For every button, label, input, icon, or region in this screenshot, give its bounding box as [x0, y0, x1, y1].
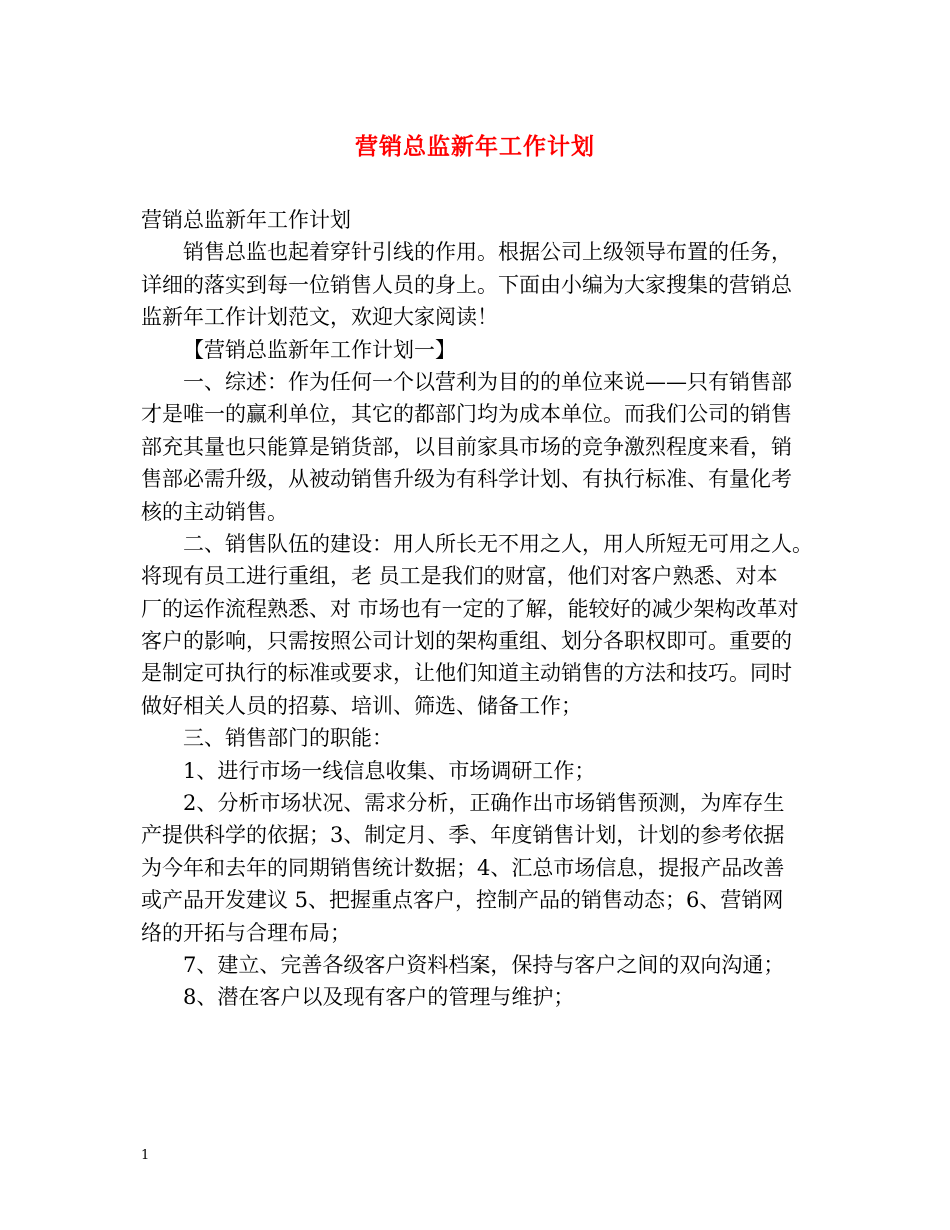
body-line: 做好相关人员的招募、培训、筛选、储备工作； — [141, 693, 582, 718]
page-number: 1 — [141, 1148, 150, 1163]
body-line: 核的主动销售。 — [141, 499, 288, 524]
body-line: 客户的影响，只需按照公司计划的架构重组、划分各职权即可。重要的 — [141, 629, 792, 654]
body-line: 售部必需升级，从被动销售升级为有科学计划、有执行标准、有量化考 — [141, 467, 792, 492]
body-line: 产提供科学的依据；3、制定月、季、年度销售计划，计划的参考依据 — [141, 823, 785, 848]
list-item: 8、潜在客户以及现有客户的管理与维护； — [183, 985, 575, 1010]
page-title: 营销总监新年工作计划 — [355, 133, 595, 160]
body-line: 二、销售队伍的建设：用人所长无不用之人，用人所短无可用之人。 — [183, 531, 813, 556]
body-line: 详细的落实到每一位销售人员的身上。下面由小编为大家搜集的营销总 — [141, 272, 792, 297]
list-item: 7、建立、完善各级客户资料档案，保持与客户之间的双向沟通； — [183, 952, 785, 977]
body-line: 将现有员工进行重组，老 员工是我们的财富，他们对客户熟悉、对本 — [141, 564, 778, 589]
body-line: 三、销售部门的职能： — [183, 726, 393, 751]
body-line: 一、综述：作为任何一个以营利为目的的单位来说——只有销售部 — [183, 369, 792, 394]
body-line: 为今年和去年的同期销售统计数据；4、汇总市场信息，提报产品改善 — [141, 855, 785, 880]
body-line: 厂的运作流程熟悉、对 市场也有一定的了解，能较好的减少架构改革对 — [141, 596, 799, 621]
body-line: 监新年工作计划范文，欢迎大家阅读！ — [141, 305, 498, 330]
body-line: 或产品开发建议 5、把握重点客户，控制产品的销售动态；6、营销网 — [141, 888, 784, 913]
document-body — [141, 204, 821, 1014]
subtitle-line: 营销总监新年工作计划 — [141, 208, 351, 232]
list-item: 1、进行市场一线信息收集、市场调研工作； — [183, 758, 596, 783]
section-heading: 【营销总监新年工作计划一】 — [183, 337, 456, 362]
body-line: 是制定可执行的标准或要求，让他们知道主动销售的方法和技巧。同时 — [141, 661, 792, 686]
body-line: 部充其量也只能算是销货部，以目前家具市场的竞争激烈程度来看，销 — [141, 434, 792, 459]
body-line: 络的开拓与合理布局； — [141, 920, 351, 945]
body-line: 销售总监也起着穿针引线的作用。根据公司上级领导布置的任务， — [183, 240, 792, 265]
body-line: 才是唯一的赢利单位，其它的都部门均为成本单位。而我们公司的销售 — [141, 402, 792, 427]
list-item: 2、分析市场状况、需求分析，正确作出市场销售预测，为库存生 — [183, 791, 785, 816]
